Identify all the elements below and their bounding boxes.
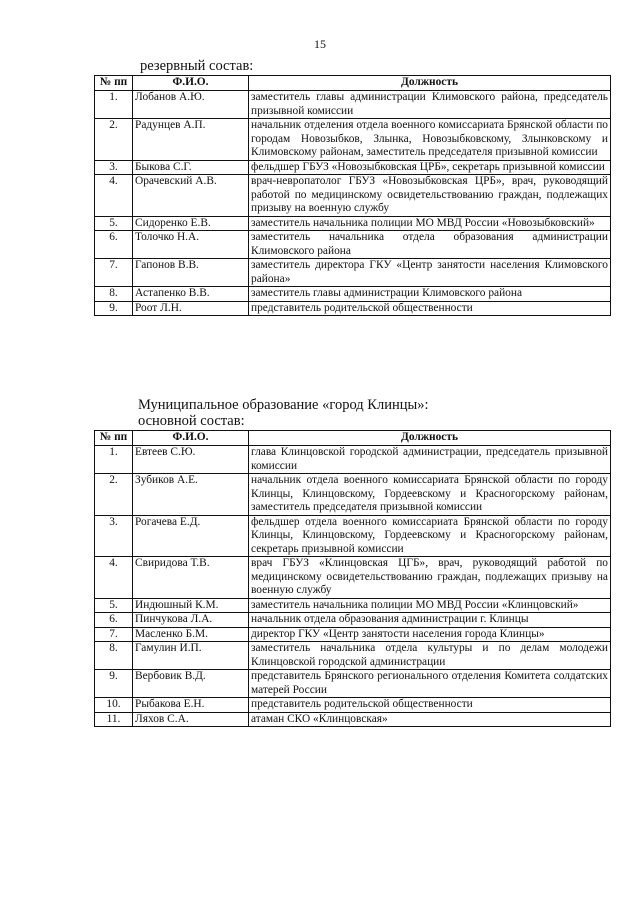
row-position: заместитель начальника отдела образования администрации Климовского района [249, 231, 611, 259]
main-composition-caption: основной состав: [138, 413, 245, 429]
column-header-number: № пп [95, 76, 133, 91]
row-number: 6. [95, 231, 133, 259]
row-position: врач-невропатолог ГБУЗ «Новозыбковская ЦРБ», врач, руководящий работой по медицинскому освидетельствованию граждан, подлежащих призыву на военную службу [249, 175, 611, 217]
row-number: 7. [95, 259, 133, 287]
table-row [95, 670, 611, 698]
row-number: 3. [95, 515, 133, 557]
column-header-position: Должность [249, 76, 611, 91]
column-header-position: Должность [249, 431, 611, 446]
table-row [95, 515, 611, 557]
table-row [95, 287, 611, 302]
row-name: Индюшный К.М. [133, 598, 249, 613]
row-name: Астапенко В.В. [133, 287, 249, 302]
row-number: 9. [95, 670, 133, 698]
row-position: заместитель директора ГКУ «Центр занятости населения Климовского района» [249, 259, 611, 287]
row-position: представитель Брянского регионального отделения Комитета солдатских матерей России [249, 670, 611, 698]
row-number: 4. [95, 175, 133, 217]
row-position: директор ГКУ «Центр занятости населения города Клинцы» [249, 627, 611, 642]
row-position: глава Клинцовской городской администрации, председатель призывной комиссии [249, 446, 611, 474]
table-row [95, 91, 611, 119]
row-number: 8. [95, 642, 133, 670]
table-row [95, 613, 611, 628]
row-number: 2. [95, 119, 133, 161]
row-number: 6. [95, 613, 133, 628]
reserve-composition-caption: резервный состав: [140, 58, 254, 74]
table-row [95, 474, 611, 516]
row-name: Радунцев А.П. [133, 119, 249, 161]
row-position: заместитель начальника полиции МО МВД России «Клинцовский» [249, 598, 611, 613]
column-header-name: Ф.И.О. [133, 431, 249, 446]
row-number: 2. [95, 474, 133, 516]
row-number: 1. [95, 91, 133, 119]
row-position: заместитель начальника полиции МО МВД России «Новозыбковский» [249, 216, 611, 231]
row-name: Ляхов С.А. [133, 712, 249, 727]
table-row [95, 119, 611, 161]
row-number: 10. [95, 698, 133, 713]
row-name: Быкова С.Г. [133, 160, 249, 175]
row-name: Лобанов А.Ю. [133, 91, 249, 119]
row-number: 3. [95, 160, 133, 175]
main-composition-table [94, 430, 611, 727]
table-row [95, 642, 611, 670]
row-number: 5. [95, 598, 133, 613]
row-position: атаман СКО «Клинцовская» [249, 712, 611, 727]
row-number: 1. [95, 446, 133, 474]
row-name: Рогачева Е.Д. [133, 515, 249, 557]
row-position: начальник отдела образования администрации г. Клинцы [249, 613, 611, 628]
row-name: Сидоренко Е.В. [133, 216, 249, 231]
column-header-number: № пп [95, 431, 133, 446]
table-row [95, 698, 611, 713]
table-header-row [95, 431, 611, 446]
page-number: 15 [314, 37, 326, 51]
row-name: Зубиков А.Е. [133, 474, 249, 516]
row-position: начальник отдела военного комиссариата Брянской области по городу Клинцы, Клинцовскому, Гордеевскому и Красногорскому районам, заместитель председателя призывной комиссии [249, 474, 611, 516]
table-row [95, 231, 611, 259]
row-name: Евтеев С.Ю. [133, 446, 249, 474]
table-row [95, 712, 611, 727]
table-row [95, 627, 611, 642]
table-row [95, 160, 611, 175]
row-number: 11. [95, 712, 133, 727]
row-name: Гамулин И.П. [133, 642, 249, 670]
row-number: 9. [95, 301, 133, 316]
table-row [95, 446, 611, 474]
row-position: заместитель начальника отдела культуры и по делам молодежи Клинцовской городской администрации [249, 642, 611, 670]
row-name: Рыбакова Е.Н. [133, 698, 249, 713]
row-position: фельдшер отдела военного комиссариата Брянской области по городу Клинцы, Клинцовскому, Гордеевскому и Красногорскому районам, секретарь призывной комиссии [249, 515, 611, 557]
table-row [95, 175, 611, 217]
row-name: Орачевский А.В. [133, 175, 249, 217]
row-position: представитель родительской общественности [249, 698, 611, 713]
row-position: фельдшер ГБУЗ «Новозыбковская ЦРБ», секретарь призывной комиссии [249, 160, 611, 175]
reserve-composition-table [94, 75, 611, 316]
row-number: 5. [95, 216, 133, 231]
row-name: Толочко Н.А. [133, 231, 249, 259]
row-name: Гапонов В.В. [133, 259, 249, 287]
row-position: заместитель главы администрации Климовского района [249, 287, 611, 302]
table-header-row [95, 76, 611, 91]
table-row [95, 259, 611, 287]
row-name: Пинчукова Л.А. [133, 613, 249, 628]
row-name: Вербовик В.Д. [133, 670, 249, 698]
row-number: 7. [95, 627, 133, 642]
row-number: 4. [95, 557, 133, 599]
table-row [95, 557, 611, 599]
table-row [95, 598, 611, 613]
column-header-name: Ф.И.О. [133, 76, 249, 91]
row-name: Свиридова Т.В. [133, 557, 249, 599]
table-row [95, 216, 611, 231]
row-position: представитель родительской общественности [249, 301, 611, 316]
row-name: Масленко Б.М. [133, 627, 249, 642]
row-position: врач ГБУЗ «Клинцовская ЦГБ», врач, руководящий работой по медицинскому освидетельствованию граждан, подлежащих призыву на военную службу [249, 557, 611, 599]
row-number: 8. [95, 287, 133, 302]
table-row [95, 301, 611, 316]
row-position: начальник отделения отдела военного комиссариата Брянской области по городам Новозыбков, Злынка, Новозыбковскому, Злынковскому и Климовскому районам, заместитель председателя призывной комиссии [249, 119, 611, 161]
row-position: заместитель главы администрации Климовского района, председатель призывной комиссии [249, 91, 611, 119]
row-name: Роот Л.Н. [133, 301, 249, 316]
municipality-title: Муниципальное образование «город Клинцы»: [138, 397, 429, 413]
